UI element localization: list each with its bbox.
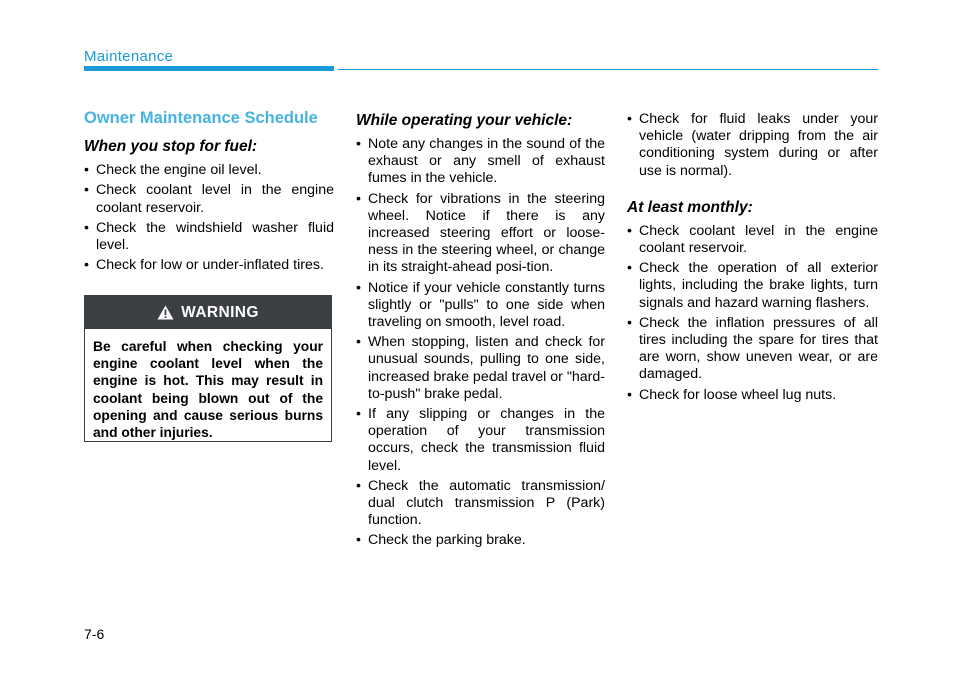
bullet-icon: • xyxy=(356,190,361,207)
section-title: Maintenance xyxy=(84,48,174,65)
fuel-stop-heading: When you stop for fuel: xyxy=(84,138,258,156)
list-item-text: Check the operation of all exterior lights, including the brake lights, turn signals and hazard warning flashers. xyxy=(639,260,878,311)
list-item-text: Check coolant level in the engine coolant reservoir. xyxy=(639,222,878,257)
bullet-icon: • xyxy=(356,136,361,152)
list-item-text: Check the windshield washer fluid level. xyxy=(96,219,334,254)
list-item xyxy=(356,406,605,475)
list-item xyxy=(84,182,334,216)
bullet-icon: • xyxy=(356,477,361,494)
list-item xyxy=(627,315,878,384)
list-item xyxy=(84,162,334,179)
bullet-icon: • xyxy=(356,334,361,351)
fuel-stop-list xyxy=(84,162,334,274)
list-item-text: When stopping, listen and check for unusual sounds, pulling to one side, increased brake pedal travel or "hard-to-push" brake pedal. xyxy=(368,334,605,402)
warning-triangle-icon xyxy=(157,305,174,320)
list-item xyxy=(356,280,605,332)
bullet-icon: • xyxy=(356,279,361,296)
column-3 xyxy=(627,111,878,407)
list-item xyxy=(84,257,334,274)
bullet-icon: • xyxy=(84,219,89,236)
bullet-icon: • xyxy=(84,257,89,274)
column-1 xyxy=(84,110,334,277)
bullet-icon: • xyxy=(627,314,632,331)
list-item-text: Check for fluid leaks under your vehicle (water dripping from the air conditioning system during or after use is normal). xyxy=(639,111,878,179)
list-item xyxy=(627,111,878,180)
list-item xyxy=(356,136,605,188)
list-item xyxy=(356,191,605,277)
list-item xyxy=(356,532,605,549)
bullet-icon: • xyxy=(627,111,632,127)
warning-label: WARNING xyxy=(181,303,259,321)
list-item xyxy=(84,220,334,254)
list-item xyxy=(627,260,878,312)
warning-box xyxy=(84,295,332,442)
list-item-text: Check for low or under-inflated tires. xyxy=(96,257,324,274)
operating-heading: While operating your vehicle: xyxy=(356,112,573,129)
operating-list xyxy=(356,136,605,550)
bullet-icon: • xyxy=(627,260,632,277)
list-item-text: Notice if your vehicle constantly turns slightly or "pulls" to one side when traveling on smooth, level road. xyxy=(368,279,605,331)
warning-text: Be careful when checking your engine coolant level when the engine is hot. This may result in coolant being blown out of the opening and cause serious burns and other injuries. xyxy=(93,339,323,441)
bullet-icon: • xyxy=(627,386,632,403)
list-item-text: Check the inflation pressures of all tires including the spare for tires that are worn, show uneven wear, or are damaged. xyxy=(639,314,878,383)
list-item-text: Check the automatic transmission/ dual clutch transmission P (Park) function. xyxy=(368,477,605,529)
bullet-icon: • xyxy=(84,182,89,199)
leaks-list xyxy=(627,111,878,180)
list-item xyxy=(627,387,878,404)
bullet-icon: • xyxy=(84,162,89,179)
list-item-text: Check for vibrations in the steering wheel. Notice if there is any increased steering effort or loose-ness in the steering wheel, or change in its straight-ahead posi-tion. xyxy=(368,190,605,276)
page-heading: Owner Maintenance Schedule xyxy=(84,109,318,127)
bullet-icon: • xyxy=(356,532,361,549)
bullet-icon: • xyxy=(627,222,632,239)
list-item-text: Check for loose wheel lug nuts. xyxy=(639,386,837,403)
list-item-text: Note any changes in the sound of the exhaust or any smell of exhaust fumes in the vehicle. xyxy=(368,136,605,187)
column-2 xyxy=(356,111,605,553)
list-item-text: Check the engine oil level. xyxy=(96,162,262,179)
list-item-text: Check coolant level in the engine coolant reservoir. xyxy=(96,182,334,216)
header-rule-thick xyxy=(84,66,334,71)
warning-header xyxy=(85,296,331,329)
list-item-text: Check the parking brake. xyxy=(368,532,526,549)
header-rule-thin xyxy=(338,69,878,70)
list-item-text: If any slipping or changes in the operation of your transmission occurs, check the transmission fluid level. xyxy=(368,406,605,474)
page-number: 7-6 xyxy=(84,626,105,642)
list-item xyxy=(627,223,878,257)
monthly-heading: At least monthly: xyxy=(627,198,753,216)
list-item xyxy=(356,478,605,530)
bullet-icon: • xyxy=(356,406,361,423)
list-item xyxy=(356,334,605,403)
monthly-list xyxy=(627,223,878,404)
